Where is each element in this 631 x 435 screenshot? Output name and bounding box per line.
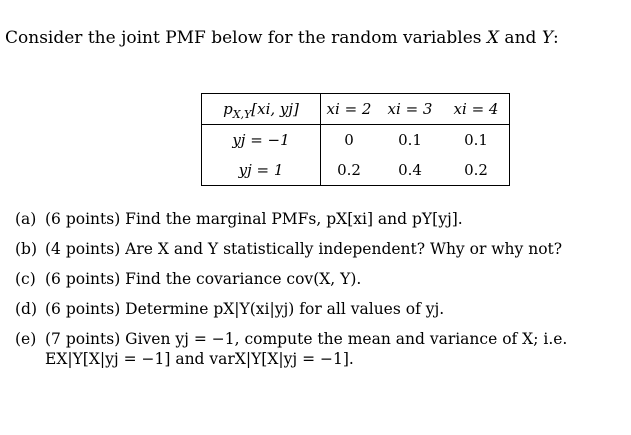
part-text: (6 points) Find the covariance cov(X, Y). (45, 270, 362, 288)
part-c (15, 264, 567, 294)
col-header-x4: xi = 4 (443, 94, 510, 125)
joint-pmf-table (201, 93, 510, 186)
part-text: (4 points) Are X and Y statistically independent? Why or why not? (45, 240, 563, 258)
table-corner-cell: $p_{X,Y}[xi$, yj] (202, 94, 321, 125)
part-d (15, 294, 567, 324)
intro-text-a: Consider the joint PMF below for the random variables (5, 28, 487, 48)
part-text: (6 points) Determine pX|Y(xi|yj) for all values of yj. (45, 300, 445, 318)
part-a (15, 204, 567, 234)
table-row (202, 125, 510, 156)
table-cell: 0.2 (464, 161, 488, 179)
table-cell: 0.1 (464, 131, 488, 149)
question-parts (15, 204, 567, 370)
table-cell: 0.4 (398, 161, 422, 179)
part-label: (b) (15, 240, 38, 258)
part-label: (c) (15, 270, 36, 288)
table-cell: 0.2 (337, 161, 361, 179)
part-label: (a) (15, 210, 37, 228)
part-label: (e) (15, 330, 37, 348)
intro-text-b: and (499, 28, 542, 48)
part-b (15, 234, 567, 264)
part-e-continuation: EX|Y[X|yj = −1] and varX|Y[X|yj = −1]. (45, 350, 354, 368)
table-header-row (202, 94, 510, 125)
problem-intro (5, 28, 559, 48)
table-row (202, 155, 510, 186)
col-header-x3: xi = 3 (377, 94, 443, 125)
intro-var-y: Y (541, 28, 554, 48)
table-cell: 0.1 (398, 131, 422, 149)
intro-var-x: X (486, 28, 500, 48)
part-text: (6 points) Find the marginal PMFs, pX[xi] and pY[yj]. (45, 210, 463, 228)
part-text: (7 points) Given yj = −1, compute the mean and variance of X; i.e. (45, 330, 568, 348)
part-e (15, 324, 567, 354)
row-label-y-1: yj = 1 (202, 155, 321, 186)
table-cell: 0 (344, 131, 354, 149)
part-label: (d) (15, 300, 38, 318)
row-label-y-neg1: yj = −1 (202, 125, 321, 156)
col-header-x2: xi = 2 (321, 94, 378, 125)
intro-text-c: : (553, 28, 559, 48)
